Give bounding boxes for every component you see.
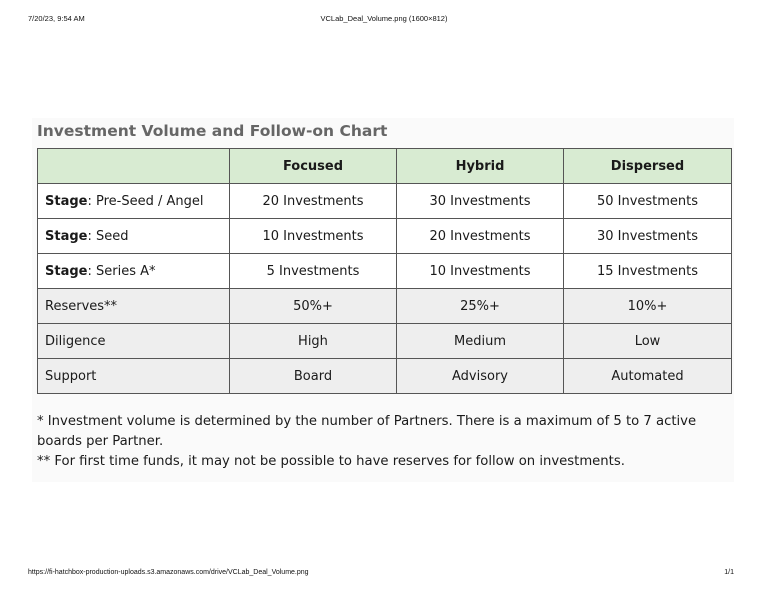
table-row [38,184,732,219]
table-row [38,289,732,324]
column-header-hybrid: Hybrid [397,149,564,184]
row-label-prefix: Stage [45,193,88,209]
table-cell: 30 Investments [397,184,564,219]
footnote-reserves: ** For first time funds, it may not be possible to have reserves for follow on investments. [37,454,625,469]
row-label-prefix: Stage [45,228,88,244]
table-header-row [38,149,732,184]
row-label-series-a [38,254,230,289]
row-label-support: Support [38,359,230,394]
row-label-pre-seed [38,184,230,219]
table-row [38,219,732,254]
table-cell: High [230,324,397,359]
table-cell: Advisory [397,359,564,394]
table-cell: 5 Investments [230,254,397,289]
table-cell: 10 Investments [397,254,564,289]
row-label-suffix: : Series A* [87,263,156,279]
footnotes [37,412,731,472]
table-cell: Low [564,324,732,359]
row-label-suffix: : Seed [87,228,129,244]
table-row [38,324,732,359]
print-document-title: VCLab_Deal_Volume.png (1600×812) [320,14,448,23]
column-header-empty [38,149,230,184]
table-cell: Board [230,359,397,394]
row-label-reserves: Reserves** [38,289,230,324]
table-row [38,254,732,289]
investment-volume-table [37,148,732,394]
table-cell: 50 Investments [564,184,732,219]
chart-title: Investment Volume and Follow-on Chart [37,122,388,140]
chart-image [32,118,734,482]
table-cell: 15 Investments [564,254,732,289]
table-cell: 10 Investments [230,219,397,254]
column-header-focused: Focused [230,149,397,184]
row-label-prefix: Stage [45,263,88,279]
table-row [38,359,732,394]
footnote-investment-volume: * Investment volume is determined by the number of Partners. There is a maximum of 5 to 7 active boards per Partner. [37,414,697,449]
table-cell: Medium [397,324,564,359]
print-url: https://fi-hatchbox-production-uploads.s3.amazonaws.com/drive/VCLab_Deal_Volume.png [28,569,309,576]
print-footer [0,569,768,581]
table-cell: 50%+ [230,289,397,324]
row-label-seed [38,219,230,254]
column-header-dispersed: Dispersed [564,149,732,184]
row-label-suffix: : Pre-Seed / Angel [87,193,204,209]
print-datetime: 7/20/23, 9:54 AM [28,14,85,23]
table-cell: 30 Investments [564,219,732,254]
print-header [0,14,768,26]
table-cell: 20 Investments [230,184,397,219]
table-cell: 20 Investments [397,219,564,254]
table-cell: 25%+ [397,289,564,324]
print-page-number: 1/1 [724,569,734,576]
table-cell: 10%+ [564,289,732,324]
table-cell: Automated [564,359,732,394]
row-label-diligence: Diligence [38,324,230,359]
